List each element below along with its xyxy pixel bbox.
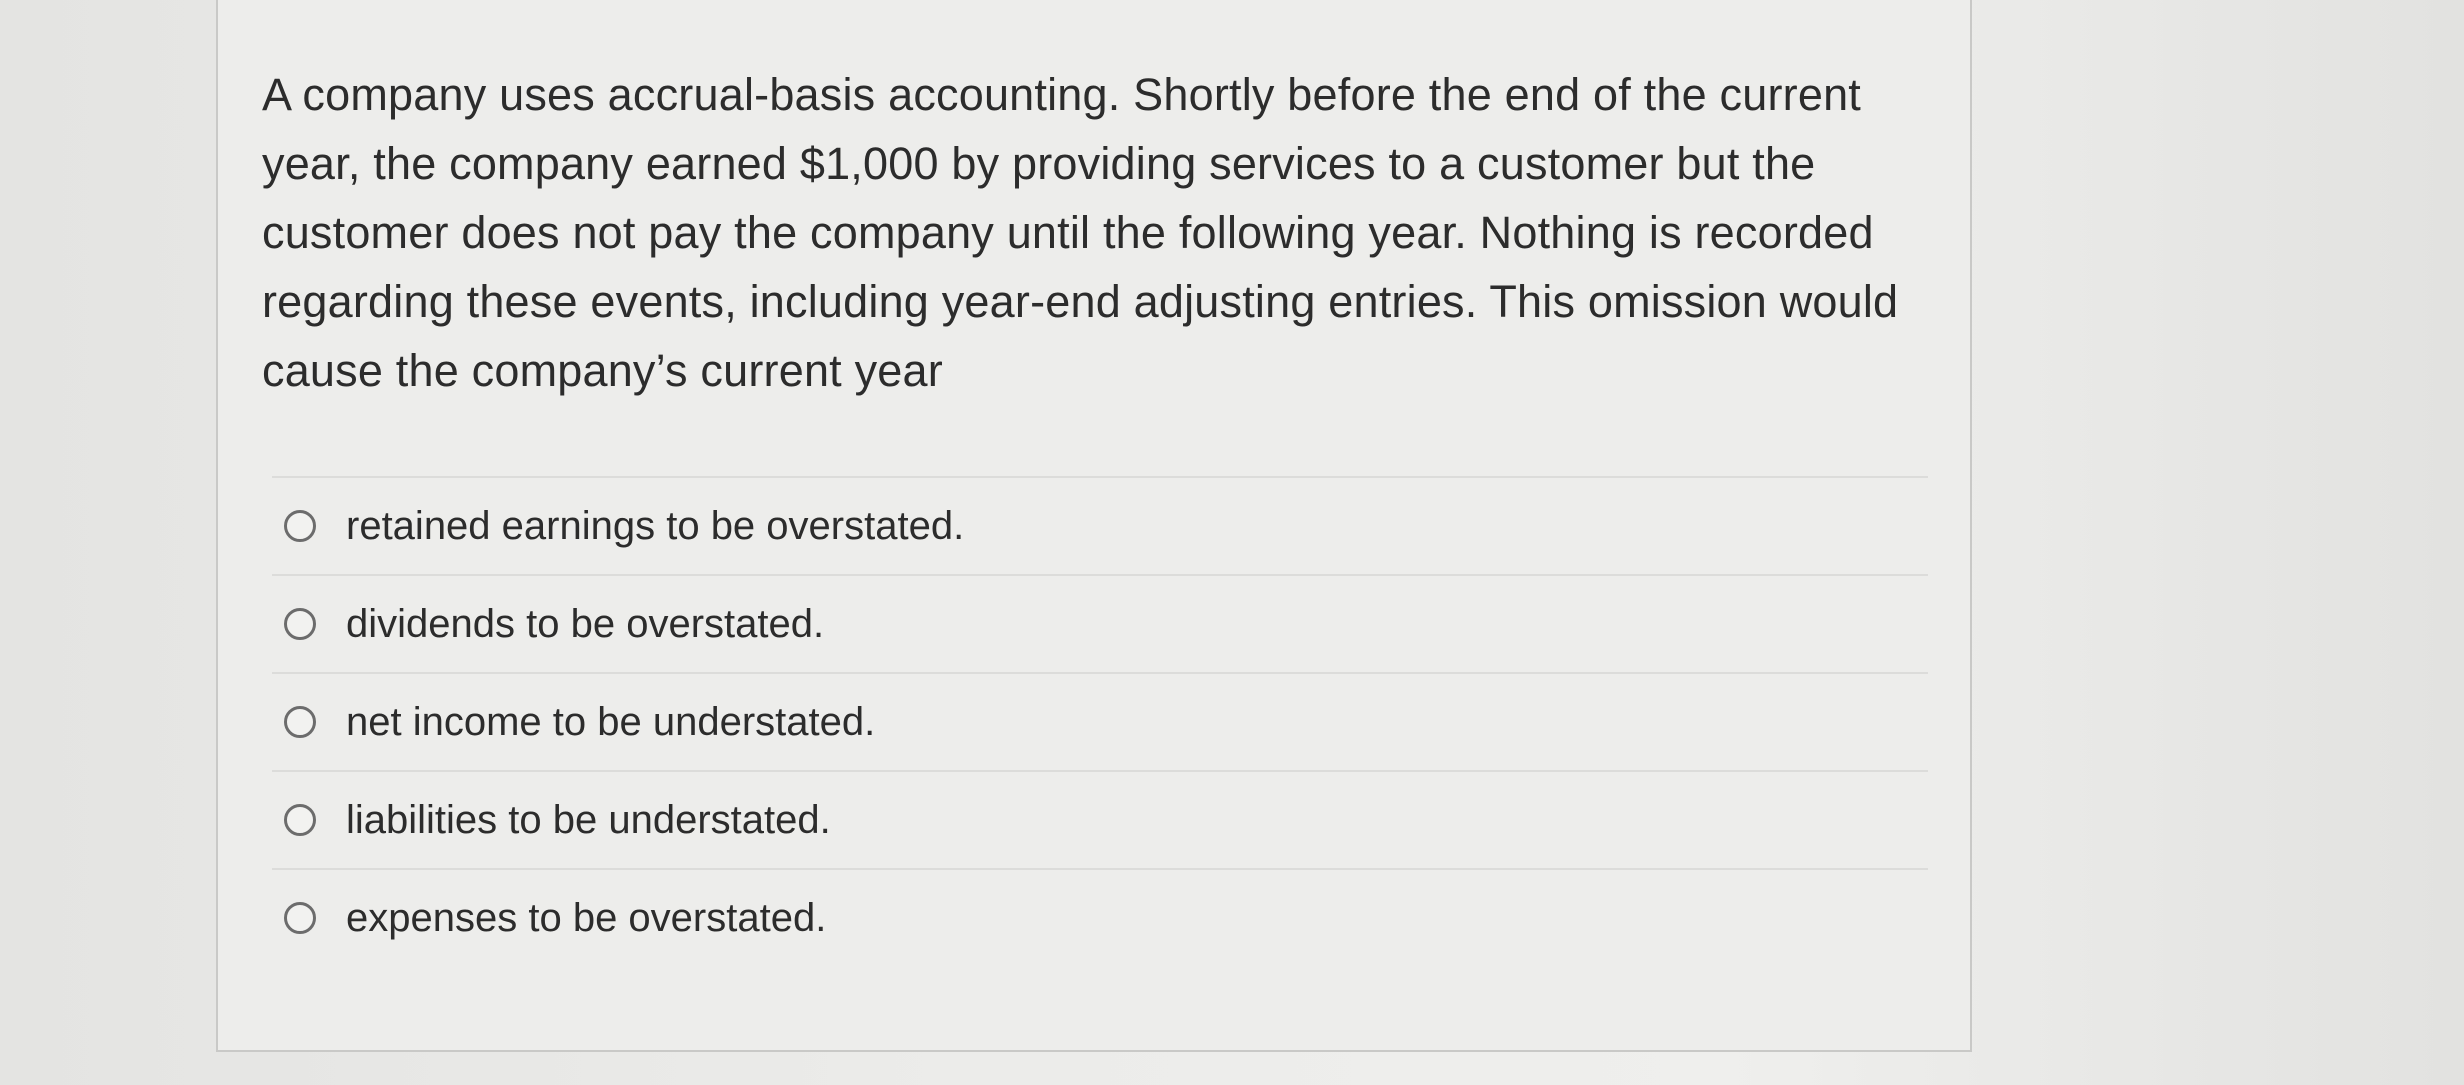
answer-option-expenses[interactable] xyxy=(272,868,1928,966)
answer-options-list xyxy=(272,476,1928,966)
question-line: cause the company’s current year xyxy=(262,345,943,396)
answer-option-dividends[interactable] xyxy=(272,574,1928,672)
radio-button[interactable] xyxy=(284,510,316,542)
radio-button[interactable] xyxy=(284,804,316,836)
question-line: customer does not pay the company until the following year. Nothing is recorded xyxy=(262,207,1874,258)
answer-option-label: net income to be understated. xyxy=(346,699,876,744)
question-line: regarding these events, including year-end adjusting entries. This omission would xyxy=(262,276,1899,327)
answer-option-retained-earnings[interactable] xyxy=(272,476,1928,574)
answer-option-label: dividends to be overstated. xyxy=(346,601,825,646)
question-line: A company uses accrual-basis accounting. Shortly before the end of the current xyxy=(262,69,1861,120)
radio-button[interactable] xyxy=(284,902,316,934)
radio-button[interactable] xyxy=(284,608,316,640)
answer-option-net-income[interactable] xyxy=(272,672,1928,770)
question-line: year, the company earned $1,000 by providing services to a customer but the xyxy=(262,138,1816,189)
radio-button[interactable] xyxy=(284,706,316,738)
question-text xyxy=(262,60,1962,405)
answer-option-label: retained earnings to be overstated. xyxy=(346,503,965,548)
answer-option-liabilities[interactable] xyxy=(272,770,1928,868)
answer-option-label: expenses to be overstated. xyxy=(346,895,827,940)
answer-option-label: liabilities to be understated. xyxy=(346,797,831,842)
